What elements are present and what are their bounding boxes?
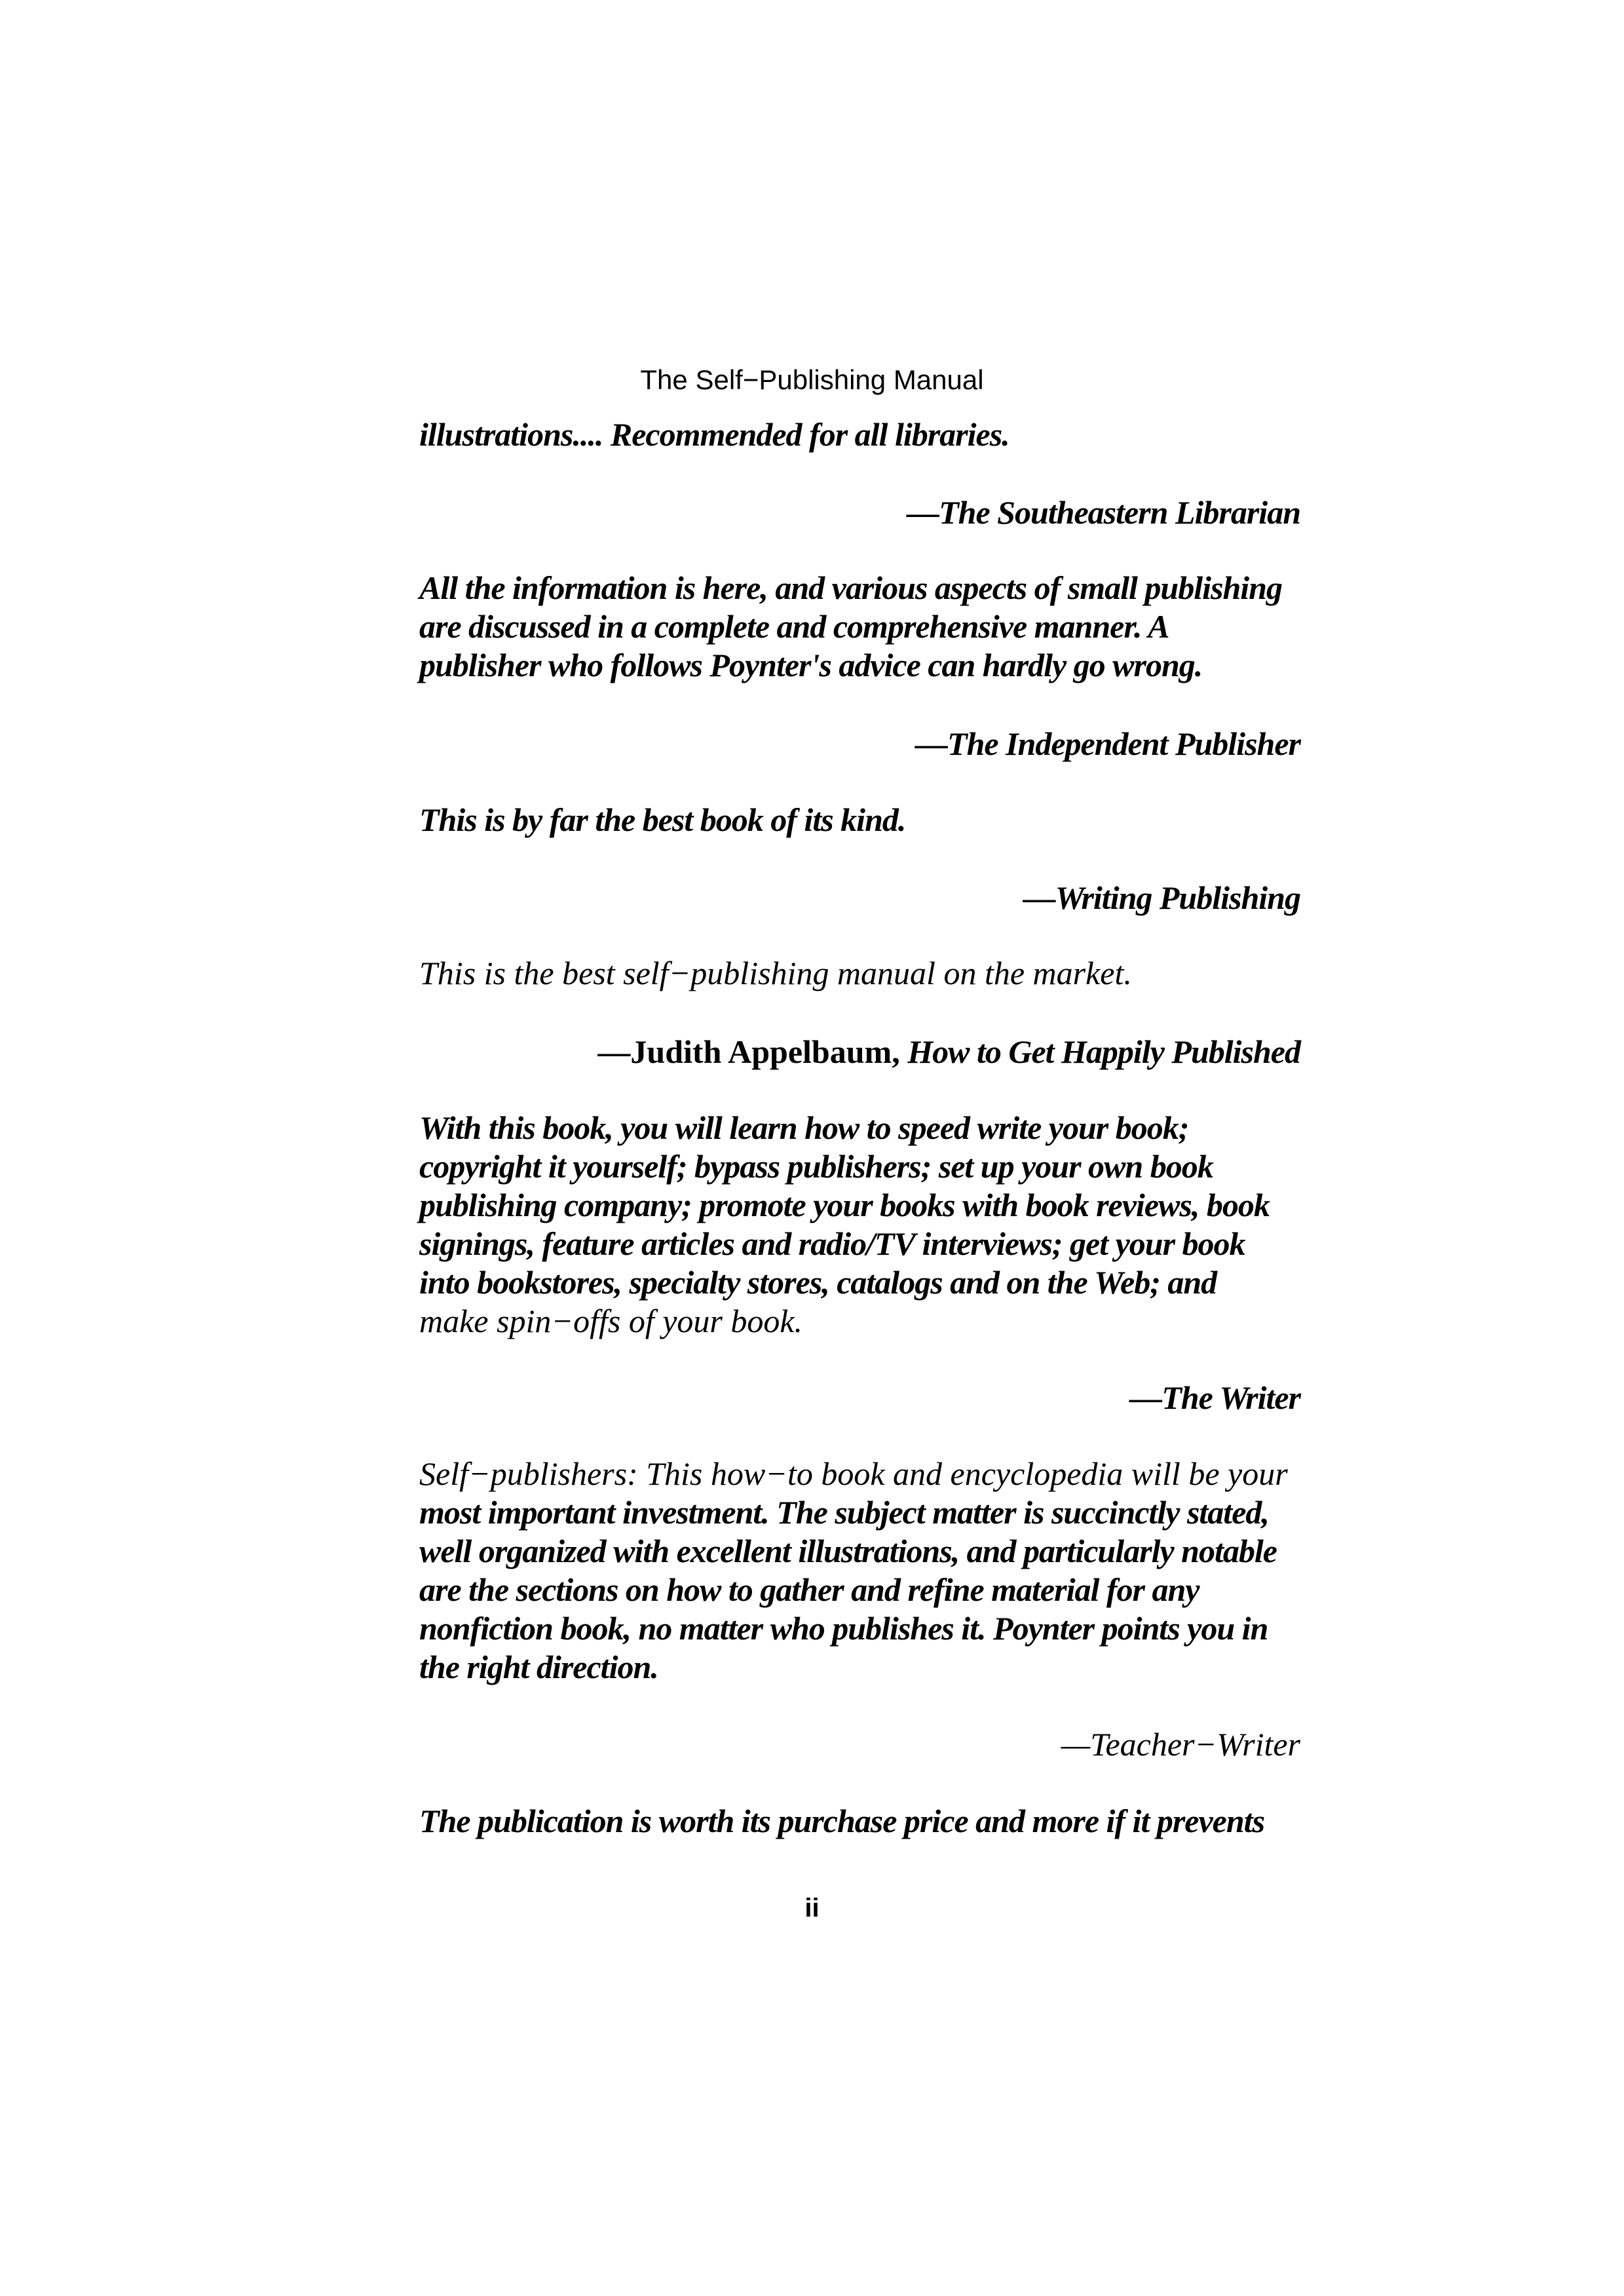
review-attribution: —The Independent Publisher — [915, 725, 1300, 762]
review-attribution: —The Southeastern Librarian — [907, 494, 1300, 531]
review-quote — [419, 1109, 1300, 1341]
quote-line: Self−publishers: This how−to book and encyclopedia will be your — [419, 1455, 1288, 1492]
quote-line: signings, feature articles and radio/TV interviews; get your book — [419, 1225, 1245, 1262]
review-attribution: —Teacher−Writer — [1061, 1726, 1300, 1763]
review-attribution: —Writing Publishing — [1023, 879, 1300, 916]
review-quote — [419, 569, 1300, 685]
attribution-author: —Judith Appelbaum, — [597, 1033, 900, 1070]
review-quote — [419, 415, 1300, 454]
quote-line: are discussed in a complete and comprehensive manner. A — [419, 608, 1169, 645]
review-attribution — [419, 1032, 1300, 1071]
review-quote — [419, 954, 1300, 993]
quote-line: The publication is worth its purchase price and more if it prevents — [419, 1803, 1265, 1839]
attribution-book-title: How to Get Happily Published — [907, 1033, 1300, 1070]
running-header: The Self−Publishing Manual — [640, 364, 984, 395]
quote-line: This is by far the best book of its kind. — [419, 801, 906, 838]
quote-line: into bookstores, specialty stores, catalogs and on the Web; and — [419, 1264, 1217, 1301]
quote-line: All the information is here, and various aspects of small publishing — [419, 569, 1282, 606]
review-quote — [419, 1455, 1300, 1687]
review-attribution: —The Writer — [1129, 1379, 1300, 1416]
quote-line: publishing company; promote your books with book reviews, book — [419, 1187, 1270, 1223]
quote-line: With this book, you will learn how to speed write your book; — [419, 1109, 1189, 1146]
quote-line: the right direction. — [419, 1649, 658, 1685]
quote-line: well organized with excellent illustrations, and particularly notable — [419, 1533, 1277, 1569]
quote-line: most important investment. The subject matter is succinctly stated, — [419, 1494, 1269, 1531]
quote-line: make spin−offs of your book. — [419, 1303, 803, 1339]
page-number: ii — [804, 1894, 820, 1923]
review-quote — [419, 1802, 1300, 1841]
quote-line: illustrations.... Recommended for all libraries. — [419, 416, 1010, 453]
quote-line: copyright it yourself; bypass publishers; set up your own book — [419, 1148, 1213, 1185]
review-quote — [419, 801, 1300, 839]
quote-line: publisher who follows Poynter's advice can hardly go wrong. — [419, 647, 1203, 683]
quote-line: are the sections on how to gather and refine material for any — [419, 1571, 1199, 1608]
quote-line: This is the best self−publishing manual on the market. — [419, 955, 1132, 991]
quote-line: nonfiction book, no matter who publishes it. Poynter points you in — [419, 1610, 1268, 1647]
